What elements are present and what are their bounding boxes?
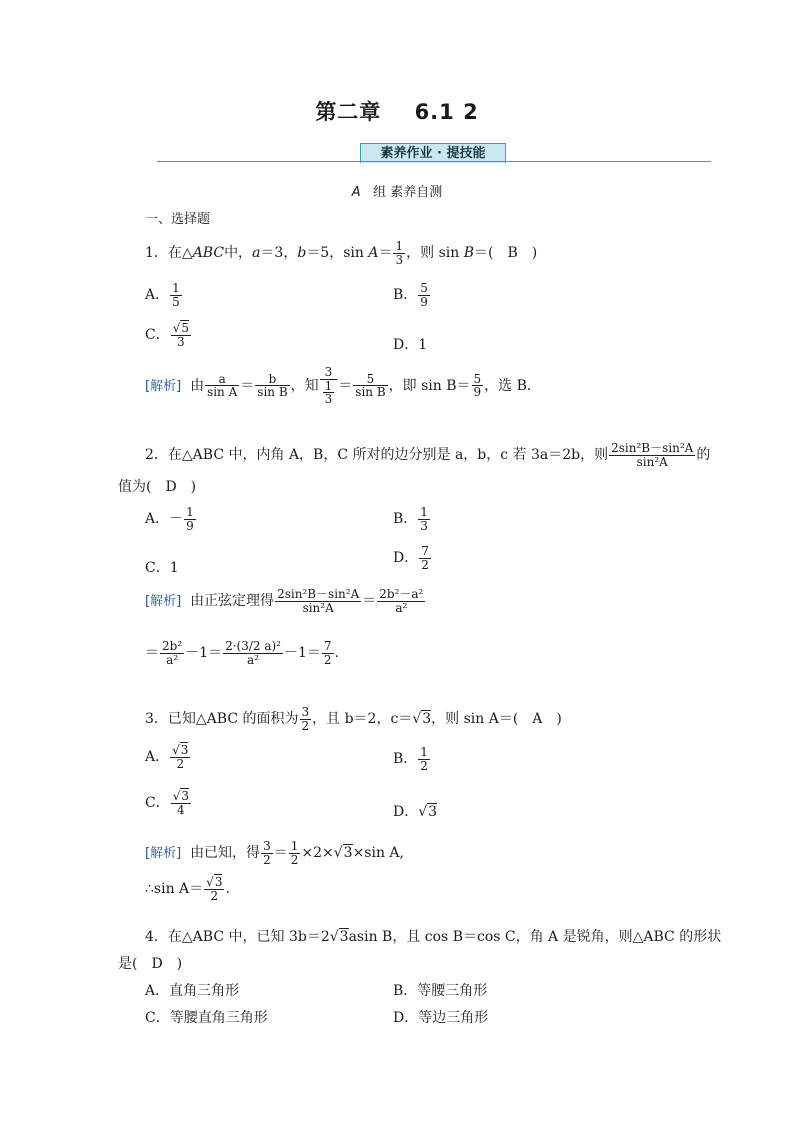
denominator: 2: [420, 758, 428, 773]
numerator: 1: [395, 239, 404, 253]
question-2: [145, 442, 710, 468]
option-label: C．: [145, 795, 170, 812]
solution-text: －1＝: [185, 645, 223, 662]
fraction: [393, 240, 405, 266]
q3-answer: ，则 sin A＝( A ): [431, 711, 562, 728]
denominator: sin²A: [302, 600, 334, 615]
fraction: [205, 373, 239, 399]
numerator: 3: [320, 366, 338, 380]
solution-text: －1＝: [283, 645, 321, 662]
solution-text: 由正弦定理得: [190, 593, 275, 610]
section-title: 一、选择题: [145, 212, 211, 227]
solution-text: ＝: [362, 593, 377, 610]
option-label: A．: [145, 287, 170, 304]
solution-text: ＝: [273, 845, 288, 862]
numerator: √3: [172, 743, 189, 757]
denominator: 3: [395, 252, 404, 267]
option-label: C．: [145, 327, 170, 344]
q2-text: 的: [696, 447, 711, 464]
question-4: 4．在△ABC 中，已知 3b＝2√3asin B，且 cos B＝cos C，角 A 是锐角，则△ABC 的形状: [145, 929, 722, 945]
q3-text: 3．已知△ABC 的面积为: [145, 711, 299, 728]
numerator: 1: [324, 378, 333, 393]
numerator: 2sin²B－sin²A: [277, 587, 360, 601]
fraction: [353, 373, 387, 399]
banner: 素养作业 · 提技能: [360, 143, 506, 163]
q1-var: b: [297, 245, 307, 262]
numerator: 1: [172, 281, 180, 295]
denominator: sin A: [207, 385, 238, 400]
solution-text: 由已知，得: [190, 845, 261, 862]
radicand: 3: [428, 804, 438, 820]
q2-option-b: [393, 506, 431, 532]
fraction: [418, 506, 430, 532]
q1-option-c: [145, 322, 192, 348]
q4-text: asin B，且 cos B＝cos C，角 A 是锐角，则△ABC 的形状: [348, 929, 722, 945]
fraction: [170, 744, 190, 770]
numerator: 2·(3/2 a)²: [225, 639, 281, 653]
question-3: 3．已知△ABC 的面积为 $\frac{3}{2}$ ，且 b＝2，c＝√3，则 sin A＝( A ): [145, 705, 562, 733]
solution-text: .: [225, 881, 230, 898]
numerator: a: [205, 373, 239, 387]
denominator: 3: [177, 334, 185, 349]
fraction: [275, 588, 361, 614]
radicand: 3: [214, 875, 223, 889]
numerator: 3: [263, 839, 271, 853]
denominator: [320, 380, 338, 406]
fraction: [223, 640, 283, 666]
denominator: 3: [324, 392, 333, 407]
q1-text: ＝5，sin: [306, 245, 369, 262]
fraction: [322, 640, 334, 666]
fraction: [171, 322, 191, 348]
page-title: [0, 96, 794, 126]
q4-option-d: D．等边三角形: [393, 1010, 489, 1026]
denominator: 4: [177, 802, 185, 817]
numerator: 1: [290, 839, 299, 853]
q1-var: B: [463, 245, 475, 262]
solution-text: ，选 B．: [484, 377, 541, 394]
denominator: 9: [420, 294, 428, 309]
denominator: 9: [473, 385, 482, 400]
q1-text: ＝: [378, 245, 393, 262]
fraction: [323, 380, 335, 406]
q1-option-d: D．1: [393, 337, 428, 353]
denominator: 2: [290, 852, 299, 867]
radicand: 3: [422, 711, 432, 728]
q3-option-c: [145, 790, 192, 816]
fraction: [170, 282, 182, 308]
numerator: 5: [473, 371, 482, 386]
q3-solution-line2: [145, 876, 230, 902]
q4-option-c: C．等腰直角三角形: [145, 1010, 268, 1026]
fraction: [255, 373, 289, 399]
option-label: A．: [145, 749, 170, 766]
denominator: sin B: [257, 385, 288, 400]
fraction: [204, 876, 224, 902]
group-label: 组 素养自测: [373, 185, 443, 200]
numerator: 2b²－a²: [379, 587, 424, 601]
denominator: 2: [301, 718, 310, 733]
solution-tag: [解析]: [145, 846, 182, 862]
q4-option-b: B．等腰三角形: [393, 983, 488, 999]
numerator: √5: [172, 321, 190, 335]
q3-option-d: D．√3: [393, 804, 438, 820]
numerator: 1: [420, 745, 428, 759]
q2-option-c: C．1: [145, 560, 179, 576]
solution-text: ，即 sin B＝: [388, 377, 471, 394]
fraction: [472, 373, 484, 399]
fraction: [184, 506, 196, 532]
denominator: a²: [395, 600, 408, 615]
radicand: 5: [181, 321, 190, 335]
numerator: 5: [353, 373, 387, 387]
solution-text: ＝: [145, 645, 159, 662]
denominator: 2: [323, 652, 332, 667]
q1-text: 1．在△: [145, 245, 193, 262]
numerator: b: [255, 373, 289, 387]
numerator: 1: [186, 505, 194, 519]
q1-text: ＝3，: [260, 245, 298, 262]
group-letter: A: [351, 185, 361, 200]
fraction: [418, 282, 430, 308]
option-label: D．: [393, 550, 419, 567]
option-label: D．: [393, 804, 419, 820]
numerator: √3: [206, 875, 223, 889]
chapter-label: 第二章: [315, 100, 382, 124]
denominator: sin²A: [636, 454, 668, 469]
q4-answer: 是( D ): [118, 956, 183, 972]
q1-var: a: [252, 245, 261, 262]
q4-text: 4．在△ABC 中，已知 3b＝2: [145, 929, 330, 945]
fraction: [160, 640, 184, 666]
fraction: [300, 706, 312, 732]
solution-text: 由: [190, 377, 205, 394]
q2-answer: 值为( D ): [118, 479, 197, 495]
numerator: 2b²: [162, 639, 183, 653]
fraction: [289, 840, 301, 866]
fraction: [418, 746, 430, 772]
group-heading: [0, 181, 794, 200]
q3-option-b: [393, 746, 431, 772]
q4-option-a: A．直角三角形: [145, 983, 240, 999]
section-number: 6.1 2: [414, 100, 479, 124]
denominator: a²: [166, 652, 179, 667]
q3-solution: [解析] 由已知，得 $\frac{3}{2}$ ＝ $\frac{1}{2}$ ×2×√3×sin A,: [145, 839, 404, 867]
denominator: sin B: [355, 385, 386, 400]
numerator: 3: [301, 705, 310, 719]
fraction: [419, 545, 431, 571]
radicand: 3: [343, 845, 353, 862]
option-label: A．－: [145, 511, 184, 528]
q1-solution: [解析] 由 $\frac{a}{\text{sin A}}$ ＝ $\frac{b}{\text{sin B}}$ ，知 $\frac{3}{\frac{1}{3}}$ ＝ $\frac{5}{\text{sin B}}$ ，即 sin B＝ $\frac{5}{9}$ ，选 B．: [145, 365, 541, 407]
q1-answer: ＝( B ): [474, 245, 538, 262]
q1-triangle: ABC: [192, 245, 225, 262]
header-rule: [157, 161, 711, 162]
numerator: 7: [323, 639, 332, 653]
q1-var: A: [368, 245, 379, 262]
option-label: B．: [393, 751, 418, 768]
denominator: 9: [186, 518, 194, 533]
q2-solution: [145, 588, 426, 614]
denominator: 3: [420, 518, 428, 533]
fraction: [261, 840, 273, 866]
q1-option-b: [393, 282, 431, 308]
numerator: 1: [420, 505, 428, 519]
denominator: 5: [172, 294, 180, 309]
denominator: 2: [210, 888, 219, 903]
radicand: 3: [339, 929, 349, 945]
numerator: 2sin²B－sin²A: [611, 441, 694, 455]
fraction: [171, 790, 191, 816]
solution-tag: [解析]: [145, 378, 182, 394]
numerator: √3: [172, 789, 190, 803]
q2-option-a: [145, 506, 197, 532]
q2-solution-line2: [145, 640, 339, 666]
radicand: 3: [181, 789, 190, 803]
q2-option-d: [393, 545, 432, 571]
denominator: a²: [247, 652, 259, 667]
solution-tag: [解析]: [145, 594, 182, 610]
denominator: 2: [176, 756, 185, 771]
denominator: 2: [263, 852, 271, 867]
q1-text: ，则 sin: [406, 245, 464, 262]
q3-text: ，且 b＝2，c＝: [312, 711, 413, 728]
option-label: B．: [393, 287, 418, 304]
solution-text: .: [334, 645, 339, 662]
numerator: 7: [421, 544, 429, 558]
solution-text: ×sin A,: [352, 845, 404, 862]
solution-text: ×2×: [301, 845, 334, 862]
q3-option-a: [145, 744, 191, 770]
option-label: B．: [393, 511, 418, 528]
question-1: [145, 240, 537, 266]
fraction: [320, 366, 338, 406]
q1-option-a: [145, 282, 183, 308]
numerator: 5: [420, 281, 428, 295]
radicand: 3: [180, 743, 189, 757]
fraction: [609, 442, 695, 468]
denominator: 2: [421, 557, 429, 572]
q2-text: 2．在△ABC 中，内角 A，B，C 所对的边分别是 a，b，c 若 3a＝2b，则: [145, 447, 609, 464]
fraction: [377, 588, 425, 614]
solution-text: ∴sin A＝: [145, 881, 204, 898]
solution-text: ，知: [290, 377, 319, 394]
q1-text: 中，: [224, 245, 253, 262]
